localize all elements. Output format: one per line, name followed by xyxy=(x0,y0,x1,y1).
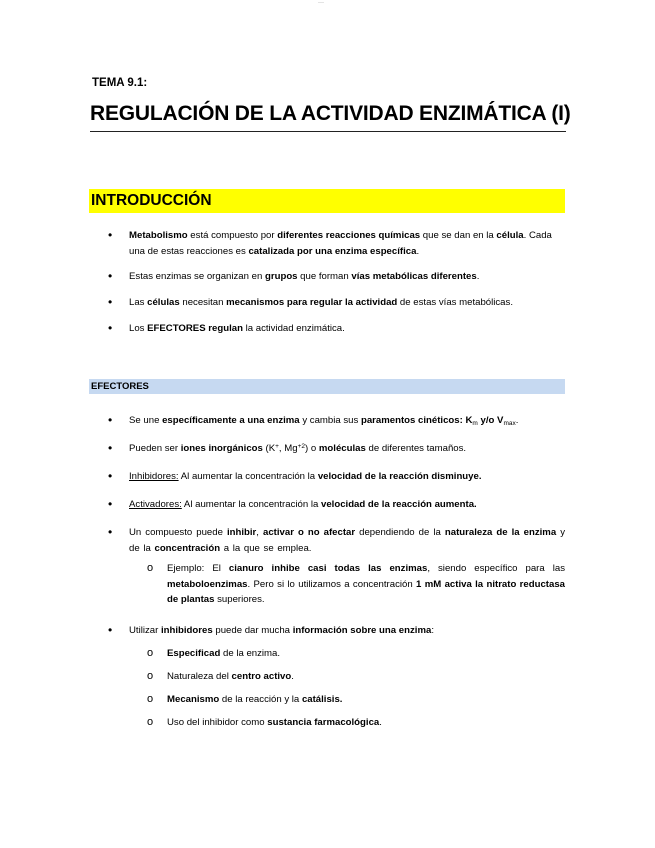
sub-bullet-icon: o xyxy=(147,693,154,705)
intro-paragraph-metabolismo: Metabolismo está compuesto por diferentes reacciones químicas que se dan en la célula. Cada una de estas reacciones es catalizada por una enzima específica. xyxy=(129,230,552,257)
sub-bullet-icon: o xyxy=(147,670,154,682)
page-top-mark: --- xyxy=(318,0,324,6)
efectores-subitem-especificad: Especificad de la enzima. xyxy=(167,648,281,659)
efectores-paragraph-activadores: Activadores: Al aumentar la concentración la velocidad de la reacción aumenta. xyxy=(129,499,477,510)
sub-bullet-icon: o xyxy=(147,647,154,659)
efectores-subitem-mecanismo: Mecanismo de la reacción y la catálisis. xyxy=(167,694,343,705)
bullet-icon: • xyxy=(108,497,113,511)
intro-paragraph-celulas: Las células necesitan mecanismos para regular la actividad de estas vías metabólicas. xyxy=(129,297,513,308)
bullet-icon: • xyxy=(108,228,113,242)
efectores-paragraph-inhibidores: Inhibidores: Al aumentar la concentración la velocidad de la reacción disminuye. xyxy=(129,471,482,482)
section-heading-efectores: EFECTORES xyxy=(89,379,565,394)
efectores-example-cianuro: Ejemplo: El cianuro inhibe casi todas las enzimas, siendo específico para las metaboloenzimas. Pero si lo utilizamos a concentración 1 mM activa la nitrato reductasa de plantas superiores. xyxy=(167,563,565,605)
bullet-icon: • xyxy=(108,321,113,335)
section-heading-introduccion: INTRODUCCIÓN xyxy=(89,189,565,213)
page-title: REGULACIÓN DE LA ACTIVIDAD ENZIMÁTICA (I) xyxy=(90,102,566,132)
bullet-icon: • xyxy=(108,413,113,427)
efectores-paragraph-compuesto: Un compuesto puede inhibir, activar o no afectar dependiendo de la naturaleza de la enzima y de la concentración a la que se emplea. xyxy=(129,527,565,554)
bullet-icon: • xyxy=(108,295,113,309)
bullet-icon: • xyxy=(108,441,113,455)
efectores-paragraph-iones: Pueden ser iones inorgánicos (K+, $Mg^{+2}$) o moléculas de diferentes tamaños. xyxy=(129,443,467,454)
intro-paragraph-grupos: Estas enzimas se organizan en grupos que forman vías metabólicas diferentes. xyxy=(129,271,480,282)
efectores-subitem-centro-activo: Naturaleza del centro activo. xyxy=(167,671,294,682)
bullet-icon: • xyxy=(108,525,113,539)
efectores-subitem-farmacologica: Uso del inhibidor como sustancia farmacológica. xyxy=(167,717,382,728)
bullet-icon: • xyxy=(108,623,113,637)
topic-label: TEMA 9.1: xyxy=(92,77,148,89)
sub-bullet-icon: o xyxy=(147,716,154,728)
bullet-icon: • xyxy=(108,469,113,483)
bullet-icon: • xyxy=(108,269,113,283)
efectores-paragraph-parametros: Se une específicamente a una enzima y cambia sus paramentos cinéticos: $K_m$ y/o $V_{max}$. xyxy=(129,415,519,427)
sub-bullet-icon: o xyxy=(147,562,154,574)
intro-paragraph-efectores: Los EFECTORES regulan la actividad enzimática. xyxy=(129,323,345,334)
efectores-paragraph-utilizar: Utilizar inhibidores puede dar mucha información sobre una enzima: xyxy=(129,625,434,636)
